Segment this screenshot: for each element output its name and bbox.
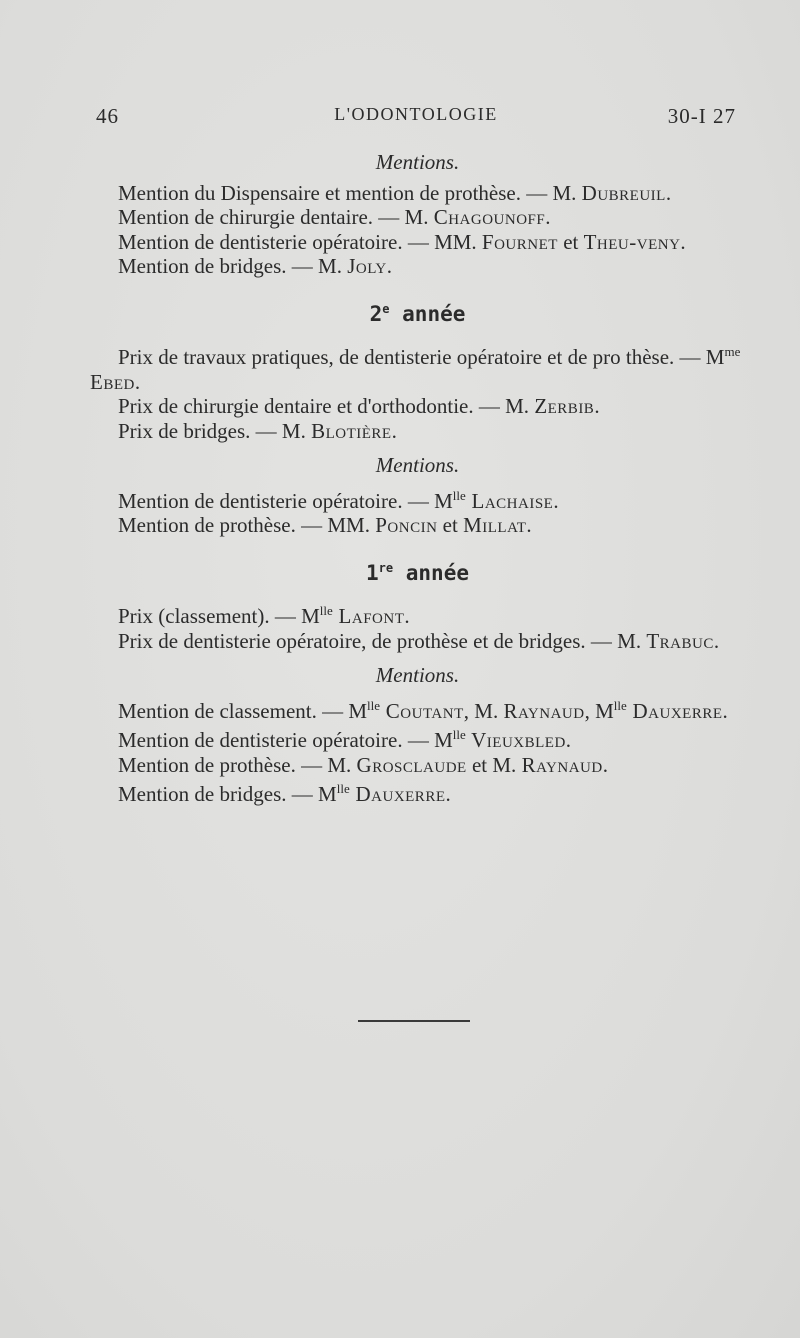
body-text xyxy=(90,150,745,807)
issue-date: 30-I 27 xyxy=(667,104,736,128)
award-line: Mention de prothèse. — M. Grosclaude et M. Raynaud. xyxy=(118,752,608,777)
award-line: Mention de bridges. — M. Joly. xyxy=(118,254,392,278)
award-line: Mention de dentisterie opératoire. — $M^{lle}$ Vieuxbled. xyxy=(118,727,572,752)
award-line: Mention de dentisterie opératoire. — $M^{lle}$ Lachaise. xyxy=(118,487,559,513)
section-heading-year-1: 1re année xyxy=(366,560,469,585)
page-number: 46 xyxy=(96,104,119,128)
award-line: Mention de chirurgie dentaire. — M. Chagounoff. xyxy=(118,205,551,229)
award-line: Prix (classement). — $M^{lle}$ Lafont. xyxy=(118,603,410,628)
award-line: Mention de dentisterie opératoire. — MM. Fournet et Theu-veny. xyxy=(118,229,686,254)
section-heading-mentions: Mentions. xyxy=(375,453,460,477)
award-line: Mention de bridges. — $M^{lle}$ Dauxerre. xyxy=(118,781,451,806)
award-line: Mention de prothèse. — MM. Poncin et Millat. xyxy=(118,513,532,537)
award-line: Mention de classement. — $M^{lle}$ Coutant, M. Raynaud, $M^{lle}$ Dauxerre. xyxy=(118,697,728,723)
award-line: Prix de dentisterie opératoire, de prothèse et de bridges. — M. Trabuc. xyxy=(118,628,720,653)
award-line: Prix de travaux pratiques, de dentisterie opératoire et de pro thèse. — $M^{me}$ Ebed. xyxy=(90,344,741,394)
award-line: Prix de bridges. — M. Blotière. xyxy=(118,418,397,443)
section-heading-mentions: Mentions. xyxy=(375,663,460,687)
award-line: Mention du Dispensaire et mention de prothèse. — M. Dubreuil. xyxy=(118,180,672,205)
section-heading-year-2: 2e année xyxy=(369,301,466,326)
section-heading-mentions: Mentions. xyxy=(375,150,460,174)
award-line: Prix de chirurgie dentaire et d'orthodontie. — M. Zerbib. xyxy=(118,394,600,418)
running-title: L'ODONTOLOGIE xyxy=(334,104,498,124)
end-rule xyxy=(358,1020,470,1022)
running-header xyxy=(96,104,736,134)
